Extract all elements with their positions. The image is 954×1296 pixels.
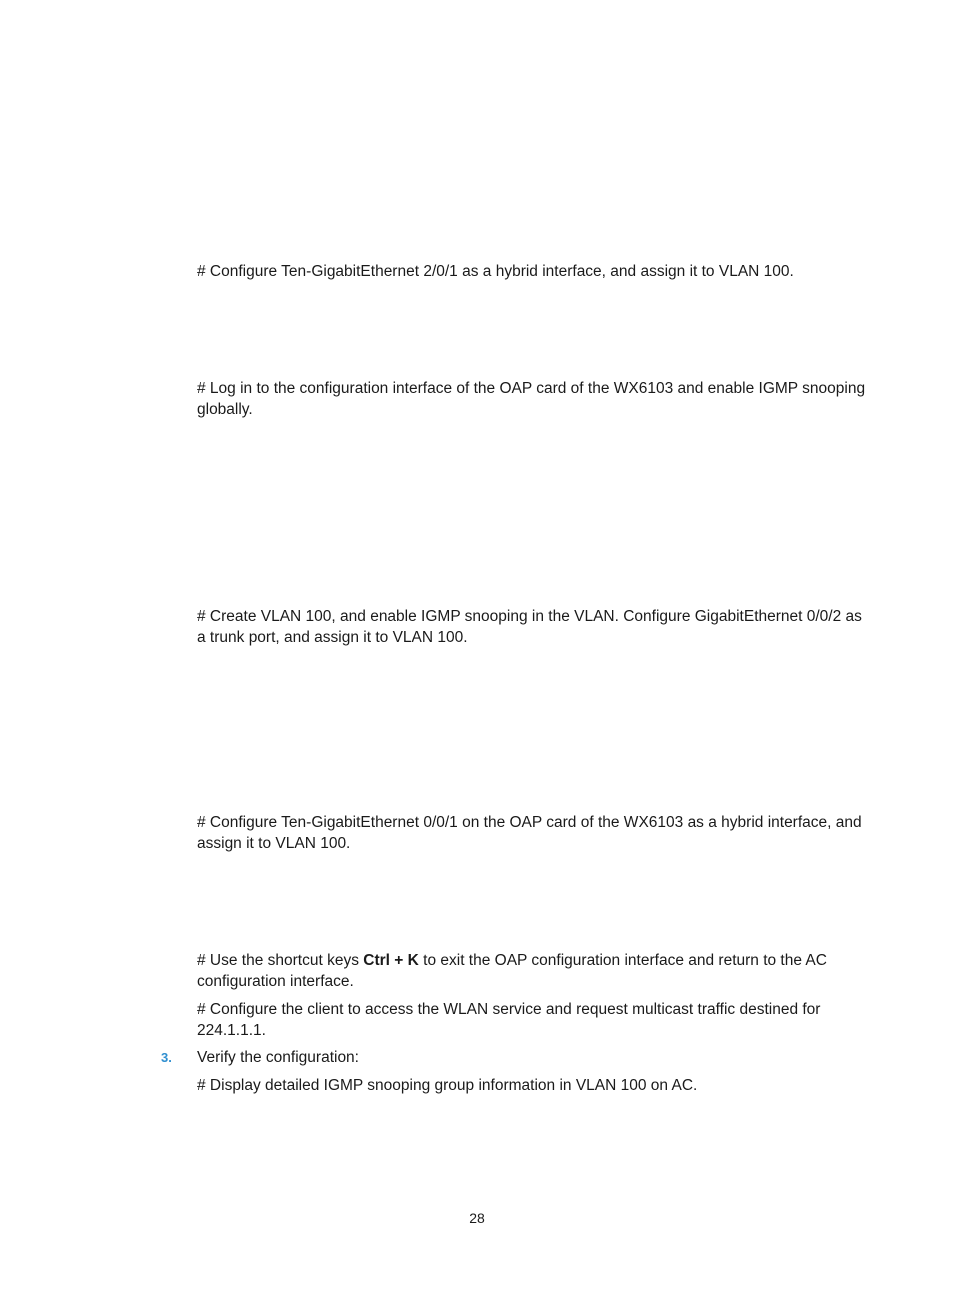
paragraph-create-vlan-100: # Create VLAN 100, and enable IGMP snooping in the VLAN. Configure GigabitEthernet 0/0/2 as a trunk port, and assign it to VLAN 100.: [197, 608, 862, 646]
paragraph-configure-client: # Configure the client to access the WLAN service and request multicast traffic destined for 224.1.1.1.: [197, 1001, 821, 1039]
shortcut-text-before: # Use the shortcut keys: [197, 952, 364, 969]
page-number: 28: [469, 1210, 485, 1226]
paragraph-shortcut-keys: [197, 950, 869, 992]
paragraph-configure-ten-gige-2-0-1: # Configure Ten-GigabitEthernet 2/0/1 as a hybrid interface, and assign it to VLAN 100.: [197, 263, 794, 280]
step-label: Verify the configuration:: [197, 1049, 359, 1066]
step-number: 3.: [161, 1050, 172, 1065]
paragraph-display-igmp: # Display detailed IGMP snooping group information in VLAN 100 on AC.: [197, 1077, 698, 1094]
paragraph-configure-ten-gige-0-0-1: # Configure Ten-GigabitEthernet 0/0/1 on the OAP card of the WX6103 as a hybrid interface, and assign it to VLAN 100.: [197, 814, 862, 852]
paragraph-log-in-oap: # Log in to the configuration interface of the OAP card of the WX6103 and enable IGMP snooping globally.: [197, 380, 866, 418]
shortcut-keys: Ctrl + K: [363, 952, 419, 969]
shortcut-text-after: to exit the OAP configuration interface and return to the AC configuration interface.: [197, 952, 827, 990]
